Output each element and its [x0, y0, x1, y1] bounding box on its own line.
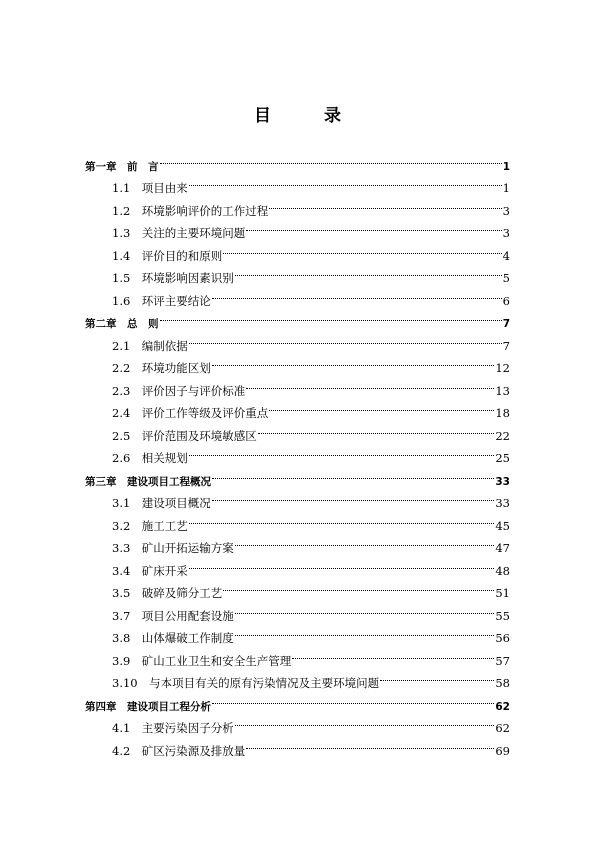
- toc-section-entry[interactable]: [0, 710, 595, 733]
- toc-entry-label: 第三章 建设项目工程概况: [85, 475, 211, 488]
- toc-page-number: 18: [495, 406, 510, 420]
- dot-leader: [235, 710, 495, 733]
- dot-leader: [189, 327, 502, 350]
- toc-section-entry[interactable]: [0, 237, 595, 263]
- toc-chapter-entry[interactable]: [0, 305, 595, 328]
- toc-section-entry[interactable]: [0, 260, 595, 283]
- toc-page-number: 7: [502, 338, 510, 353]
- toc-section-entry[interactable]: [0, 507, 595, 533]
- toc-section-entry[interactable]: [0, 552, 595, 578]
- toc-section-entry[interactable]: [0, 530, 595, 553]
- toc-entry-label: 4.2 矿区污染源及排放量: [112, 743, 246, 758]
- toc-section-entry[interactable]: [0, 665, 595, 688]
- toc-entry-label: 3.7 项目公用配套设施: [112, 608, 234, 623]
- dot-leader: [160, 305, 502, 328]
- dot-leader: [246, 215, 501, 238]
- dot-leader: [189, 552, 495, 575]
- toc-entry-label: 3.4 矿床开采: [112, 563, 188, 578]
- toc-page-number: 56: [495, 631, 510, 645]
- toc-entry-label: 3.9 矿山工业卫生和安全生产管理: [112, 653, 292, 668]
- dot-leader: [223, 237, 501, 260]
- toc-section-entry[interactable]: [0, 282, 595, 308]
- toc-page-number: 62: [495, 721, 510, 735]
- dot-leader: [212, 687, 494, 710]
- toc-entry-label: 2.1 编制依据: [112, 338, 188, 353]
- toc-page-number: 12: [495, 361, 510, 375]
- toc-section-entry[interactable]: [0, 350, 595, 373]
- toc-entry-label: 4.1 主要污染因子分析: [112, 721, 234, 735]
- toc-page-number: 69: [495, 743, 510, 758]
- dot-leader: [269, 192, 501, 215]
- toc-page-number: 6: [502, 293, 510, 308]
- dot-leader: [246, 732, 494, 755]
- toc-entry-label: 第二章 总 则: [85, 318, 159, 330]
- toc-entry-label: 2.4 评价工作等级及评价重点: [112, 406, 269, 420]
- table-of-contents: [0, 147, 595, 758]
- toc-section-entry[interactable]: [0, 327, 595, 353]
- toc-page-number: 1: [502, 181, 510, 195]
- toc-page-number: 1: [502, 160, 510, 173]
- toc-section-entry[interactable]: [0, 215, 595, 238]
- toc-page-number: 5: [502, 271, 510, 285]
- toc-section-entry[interactable]: [0, 192, 595, 218]
- dot-leader: [189, 507, 495, 530]
- toc-chapter-entry[interactable]: [0, 687, 595, 713]
- toc-chapter-entry[interactable]: [0, 462, 595, 488]
- toc-page-number: 47: [495, 541, 510, 555]
- toc-section-entry[interactable]: [0, 372, 595, 398]
- dot-leader: [189, 440, 495, 463]
- toc-entry-label: 3.8 山体爆破工作制度: [112, 631, 234, 645]
- toc-page-number: 3: [502, 203, 510, 218]
- toc-page-number: 58: [495, 676, 510, 690]
- page-title: 目 录: [254, 106, 359, 126]
- toc-page-number: 62: [495, 700, 510, 713]
- dot-leader: [380, 665, 494, 688]
- dot-leader: [212, 462, 494, 485]
- toc-entry-label: 3.5 破碎及筛分工艺: [112, 586, 223, 600]
- toc-page-number: 13: [495, 383, 510, 398]
- dot-leader: [235, 260, 502, 283]
- toc-entry-label: 3.1 建设项目概况: [112, 496, 211, 510]
- toc-entry-label: 3.2 施工工艺: [112, 518, 188, 533]
- dot-leader: [212, 282, 502, 305]
- dot-leader: [292, 642, 494, 665]
- toc-page-number: 4: [502, 248, 510, 263]
- toc-page-number: 55: [495, 608, 510, 623]
- toc-entry-label: 第一章 前 言: [85, 160, 159, 173]
- toc-section-entry[interactable]: [0, 620, 595, 643]
- toc-entry-label: 第四章 建设项目工程分析: [85, 700, 211, 713]
- toc-page-number: 3: [502, 226, 510, 240]
- dot-leader: [235, 530, 495, 553]
- dot-leader: [235, 597, 495, 620]
- toc-chapter-entry[interactable]: [0, 147, 595, 173]
- toc-entry-label: 1.2 环境影响评价的工作过程: [112, 203, 269, 218]
- toc-entry-label: 1.4 评价目的和原则: [112, 248, 223, 263]
- dot-leader: [246, 372, 494, 395]
- toc-section-entry[interactable]: [0, 575, 595, 598]
- dot-leader: [160, 147, 502, 170]
- toc-page-number: 22: [495, 428, 510, 443]
- toc-entry-label: 1.6 环评主要结论: [112, 293, 211, 308]
- toc-page-number: 48: [495, 563, 510, 578]
- toc-section-entry[interactable]: [0, 440, 595, 463]
- toc-section-entry[interactable]: [0, 642, 595, 668]
- toc-entry-label: 2.5 评价范围及环境敏感区: [112, 428, 257, 443]
- toc-entry-label: 1.3 关注的主要环境问题: [112, 226, 246, 240]
- toc-entry-label: 2.3 评价因子与评价标准: [112, 383, 246, 398]
- dot-leader: [189, 170, 502, 193]
- toc-entry-label: 1.5 环境影响因素识别: [112, 271, 234, 285]
- toc-page-number: 45: [495, 518, 510, 533]
- toc-section-entry[interactable]: [0, 485, 595, 508]
- toc-page-number: 57: [495, 653, 510, 668]
- toc-entry-label: 3.10 与本项目有关的原有污染情况及主要环境问题: [112, 676, 380, 690]
- toc-page-number: 33: [495, 496, 510, 510]
- toc-section-entry[interactable]: [0, 417, 595, 443]
- toc-entry-label: 2.2 环境功能区划: [112, 361, 211, 375]
- dot-leader: [223, 575, 494, 598]
- toc-entry-label: 1.1 项目由来: [112, 181, 188, 195]
- dot-leader: [269, 395, 494, 418]
- dot-leader: [212, 485, 495, 508]
- dot-leader: [235, 620, 495, 643]
- toc-page-number: 7: [502, 318, 510, 330]
- toc-section-entry[interactable]: [0, 732, 595, 758]
- toc-section-entry[interactable]: [0, 395, 595, 418]
- toc-entry-label: 2.6 相关规划: [112, 451, 188, 465]
- toc-page-number: 25: [495, 451, 510, 465]
- toc-section-entry[interactable]: [0, 597, 595, 623]
- dot-leader: [258, 417, 495, 440]
- toc-section-entry[interactable]: [0, 170, 595, 193]
- dot-leader: [212, 350, 495, 373]
- toc-entry-label: 3.3 矿山开拓运输方案: [112, 541, 234, 555]
- toc-page-number: 51: [495, 586, 510, 600]
- toc-page-number: 33: [495, 475, 510, 488]
